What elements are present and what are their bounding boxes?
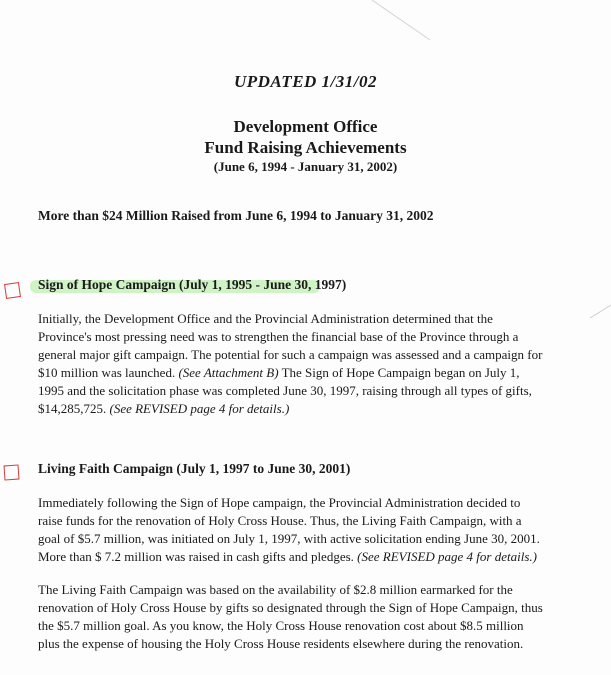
document-subtitle: Fund Raising Achievements [204, 138, 407, 157]
page-reference: (See REVISED page 4 for details.) [357, 549, 537, 564]
updated-date: UPDATED 1/31/02 [233, 72, 378, 91]
paragraph-line: $14,285,725. (See REVISED page 4 for details.) [38, 401, 290, 416]
page-reference: (See REVISED page 4 for details.) [109, 401, 290, 416]
sign-of-hope-paragraph [38, 310, 600, 418]
paragraph-line: Immediately following the Sign of Hope campaign, the Provincial Administration decided to [38, 495, 521, 510]
paragraph-line: 1995 and the solicitation phase was completed June 30, 1997, raising through all types of gifts, [38, 383, 532, 398]
living-faith-paragraph [38, 494, 600, 566]
living-faith-paragraph-2 [38, 581, 600, 653]
checkbox-mark-icon [4, 282, 21, 299]
section-heading-living-faith: Living Faith Campaign (July 1, 1997 to June 30, 2001) [38, 461, 351, 476]
document-title: Development Office [233, 117, 378, 136]
paragraph-line: plus the expense of housing the Holy Cross House residents elsewhere during the renovation. [38, 636, 524, 651]
paragraph-line: Province's most pressing need was to strengthen the financial base of the Province through a [38, 329, 519, 344]
section-heading-sign-of-hope: Sign of Hope Campaign (July 1, 1995 - June 30, 1997) [38, 277, 347, 292]
paragraph-line: More than $ 7.2 million was raised in cash gifts and pledges. (See REVISED page 4 for details.) [38, 549, 537, 564]
paragraph-line: goal of $5.7 million, was initiated on July 1, 1997, with active solicitation ending June 30, 2001. [38, 531, 540, 546]
date-range: (June 6, 1994 - January 31, 2002) [213, 159, 398, 174]
checkbox-mark-icon [3, 464, 19, 480]
attachment-reference: (See Attachment B) [178, 365, 279, 380]
paragraph-line: raise funds for the renovation of Holy Cross House. Thus, the Living Faith Campaign, with a [38, 513, 522, 528]
paragraph-line: The Living Faith Campaign was based on the availability of $2.8 million earmarked for the [38, 582, 513, 597]
paragraph-line: the $5.7 million goal. As you know, the Holy Cross House renovation cost about $8.5 million [38, 618, 524, 633]
paragraph-line: $10 million was launched. (See Attachment B) The Sign of Hope Campaign began on July 1, [38, 365, 520, 380]
paragraph-line: general major gift campaign. The potential for such a campaign was assessed and a campaign for [38, 347, 543, 362]
paragraph-line: renovation of Holy Cross House by gifts so designated through the Sign of Hope Campaign, thus [38, 600, 543, 615]
paragraph-line: Initially, the Development Office and the Provincial Administration determined that the [38, 311, 493, 326]
summary-line: More than $24 Million Raised from June 6, 1994 to January 31, 2002 [38, 208, 434, 223]
